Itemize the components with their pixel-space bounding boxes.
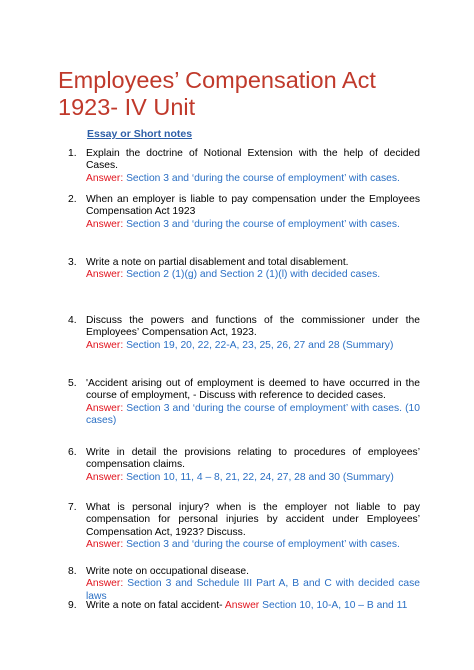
answer-text: Section 19, 20, 22, 22-A, 23, 25, 26, 27 and 28 (Summary) xyxy=(123,339,394,351)
question-number: 3. xyxy=(68,257,77,268)
title-line-1: Employees’ Compensation Act xyxy=(58,67,376,93)
question-number: 7. xyxy=(68,502,77,513)
answer-line xyxy=(86,269,420,281)
answer-text: Section 3 and Schedule III Part A, B and C with decided case laws xyxy=(86,578,420,602)
question-text: When an employer is liable to pay compensation under the Employees Compensation Act 1923 xyxy=(86,194,420,218)
answer-label: Answer: xyxy=(86,578,124,590)
answer-label: Answer: xyxy=(86,218,124,230)
answer-text: Section 3 and ‘during the course of employment’ with cases. xyxy=(123,539,400,551)
question-text: Write a note on partial disablement and total disablement. xyxy=(86,257,349,268)
answer-text: Section 3 and ‘during the course of employment’ with cases. xyxy=(123,218,400,230)
answer-label: Answer: xyxy=(86,339,124,351)
answer-line xyxy=(86,173,420,185)
question-text: Write in detail the provisions relating to procedures of employees’ compensation claims. xyxy=(86,447,420,471)
question-body xyxy=(86,194,420,231)
answer-label: Answer: xyxy=(86,172,124,184)
answer-line xyxy=(86,472,420,484)
question-body xyxy=(86,148,420,185)
question-text: Explain the doctrine of Notional Extension with the help of decided Cases. xyxy=(86,148,420,172)
question-text: Write note on occupational disease. xyxy=(86,566,249,577)
question-number: 6. xyxy=(68,447,77,458)
answer-text: Section 3 and ‘during the course of employment’ with cases. xyxy=(123,172,400,184)
question-number: 9. xyxy=(68,600,77,611)
answer-line xyxy=(86,403,420,428)
answer-line xyxy=(86,219,420,231)
answer-text: Section 3 and ‘during the course of employment’ with cases. (10 cases) xyxy=(86,402,420,427)
answer-text: Section 2 (1)(g) and Section 2 (1)(l) with decided cases. xyxy=(123,269,381,281)
question-text-inline: Write a note on fatal accident- xyxy=(86,600,223,611)
answer-label: Answer: xyxy=(86,471,124,483)
question-number: 2. xyxy=(68,194,77,205)
answer-label: Answer: xyxy=(86,402,124,414)
answer-label: Answer: xyxy=(86,539,124,551)
question-text: 'Accident arising out of employment is deemed to have occurred in the course of employment, - Discuss with reference to decided cases. xyxy=(86,378,420,402)
answer-text: Section 10, 11, 4 – 8, 21, 22, 24, 27, 28 and 30 (Summary) xyxy=(123,471,394,483)
question-body xyxy=(86,566,420,603)
section-subheading: Essay or Short notes xyxy=(87,128,193,140)
question-text xyxy=(86,600,420,612)
answer-text: Section 10, 10-A, 10 – B and 11 xyxy=(259,600,408,611)
document-title xyxy=(58,67,438,121)
question-body xyxy=(86,378,420,428)
question-body xyxy=(86,502,420,552)
question-number: 4. xyxy=(68,315,77,326)
answer-label: Answer xyxy=(222,600,260,611)
question-body xyxy=(86,600,420,612)
question-text: Discuss the powers and functions of the commissioner under the Employees’ Compensation Act, 1923. xyxy=(86,315,420,339)
question-body xyxy=(86,257,420,282)
answer-line xyxy=(86,539,420,551)
answer-line xyxy=(86,340,420,352)
title-line-2: 1923- IV Unit xyxy=(58,94,196,120)
question-number: 8. xyxy=(68,566,77,577)
question-body xyxy=(86,447,420,484)
question-body xyxy=(86,315,420,352)
question-number: 5. xyxy=(68,378,77,389)
answer-label: Answer: xyxy=(86,269,124,281)
question-text: What is personal injury? when is the employer not liable to pay compensation for personal injuries by accident under Employees’ Compensation Act, 1923? Discuss. xyxy=(86,502,420,538)
question-number: 1. xyxy=(68,148,77,159)
